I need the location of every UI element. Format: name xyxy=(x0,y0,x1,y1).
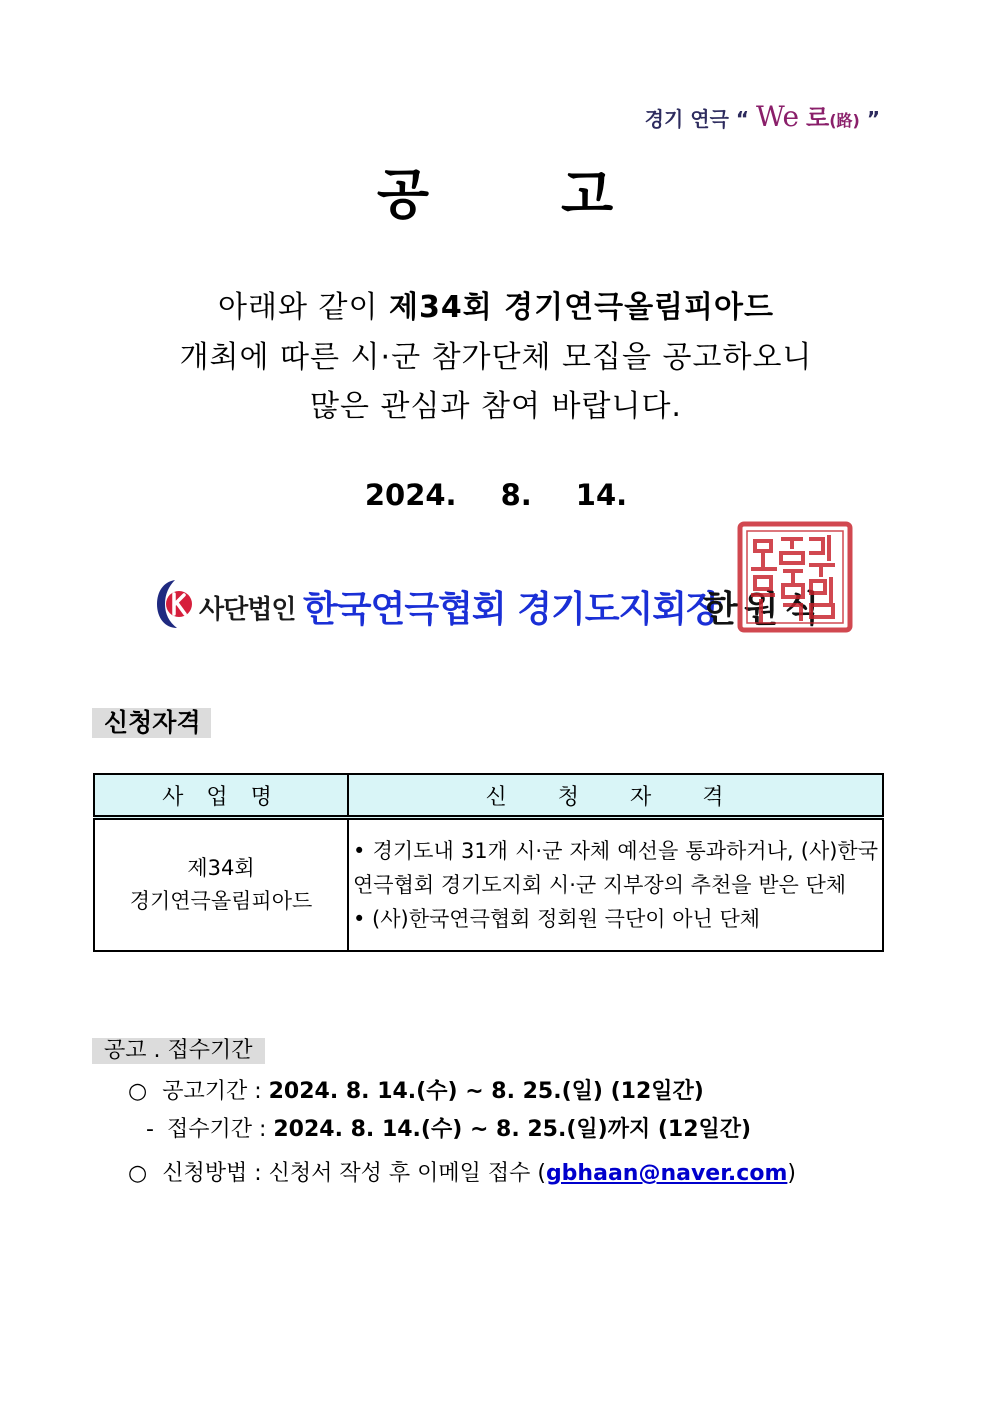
header-business-name: 사 업 명 xyxy=(94,774,348,818)
notice-bullet-icon: ○ xyxy=(128,1079,148,1104)
slogan-open-quote: “ xyxy=(735,107,750,131)
slogan-close-quote: ” xyxy=(866,107,880,131)
method-label: 신청방법 : 신청서 작성 후 이메일 접수 ( xyxy=(162,1161,546,1186)
intro-line-3: 많은 관심과 참여 바랍니다. xyxy=(310,389,682,424)
receipt-bullet: - xyxy=(146,1117,154,1142)
slogan xyxy=(645,98,880,133)
slogan-we: We xyxy=(756,100,800,133)
organization-logo-icon xyxy=(155,578,195,630)
organization-prefix: 사단법인 xyxy=(199,595,296,625)
intro-line-1 xyxy=(0,282,992,326)
date-month: 8. xyxy=(500,478,532,512)
qualifications-table xyxy=(93,773,884,952)
slogan-ro: 로 xyxy=(806,104,830,132)
slogan-hanja: (路) xyxy=(829,111,860,130)
title-left: 공 xyxy=(376,163,431,226)
application-method-line xyxy=(128,1156,796,1187)
method-close: ) xyxy=(787,1161,796,1186)
email-link[interactable]: gbhaan@naver.com xyxy=(545,1161,788,1186)
title-right: 고 xyxy=(561,163,616,226)
notice-period-line xyxy=(128,1074,704,1105)
business-name-cell xyxy=(94,818,348,952)
table-row xyxy=(94,818,883,952)
receipt-period-value: 2024. 8. 14.(수) ~ 8. 25.(일)까지 (12일간) xyxy=(273,1117,752,1142)
intro-line-2: 개최에 따른 시·군 참가단체 모집을 공고하오니 xyxy=(179,340,813,375)
notice-period-label: 공고기간 : xyxy=(162,1079,262,1104)
business-line-1: 제34회 xyxy=(187,856,255,880)
table-header-row xyxy=(94,774,883,818)
intro-line-1-prefix: 아래와 같이 xyxy=(218,290,379,325)
notice-date xyxy=(0,478,992,512)
schedule-section-label: 공고 . 접수기간 xyxy=(92,1038,265,1064)
slogan-prefix: 경기 연극 xyxy=(644,107,729,131)
business-line-2: 경기연극올림피아드 xyxy=(129,889,313,913)
header-qualification: 신 청 자 격 xyxy=(348,774,883,818)
receipt-period-label: 접수기간 : xyxy=(166,1117,267,1142)
event-name: 제34회 경기연극올림피아드 xyxy=(389,290,774,325)
official-seal-icon xyxy=(737,521,853,633)
president-name: 한원식 xyxy=(703,589,826,630)
receipt-period-line xyxy=(146,1112,751,1143)
notice-title xyxy=(0,152,992,229)
date-year: 2024. xyxy=(364,478,457,512)
method-bullet-icon: ○ xyxy=(128,1161,148,1186)
qualifications-section-label: 신청자격 xyxy=(92,708,211,738)
qualification-item-1: • 경기도내 31개 시·군 자체 예선을 통과하거나, (사)한국연극협회 경기도지회 시·군 지부장의 추천을 받은 단체 xyxy=(353,839,878,897)
qualification-item-2: • (사)한국연극협회 정회원 극단이 아닌 단체 xyxy=(353,907,761,931)
notice-period-value: 2024. 8. 14.(수) ~ 8. 25.(일) (12일간) xyxy=(268,1079,704,1104)
date-day: 14. xyxy=(575,478,628,512)
qualification-cell xyxy=(348,818,883,952)
organization-name: 한국연극협회 경기도지회장 xyxy=(303,589,720,630)
